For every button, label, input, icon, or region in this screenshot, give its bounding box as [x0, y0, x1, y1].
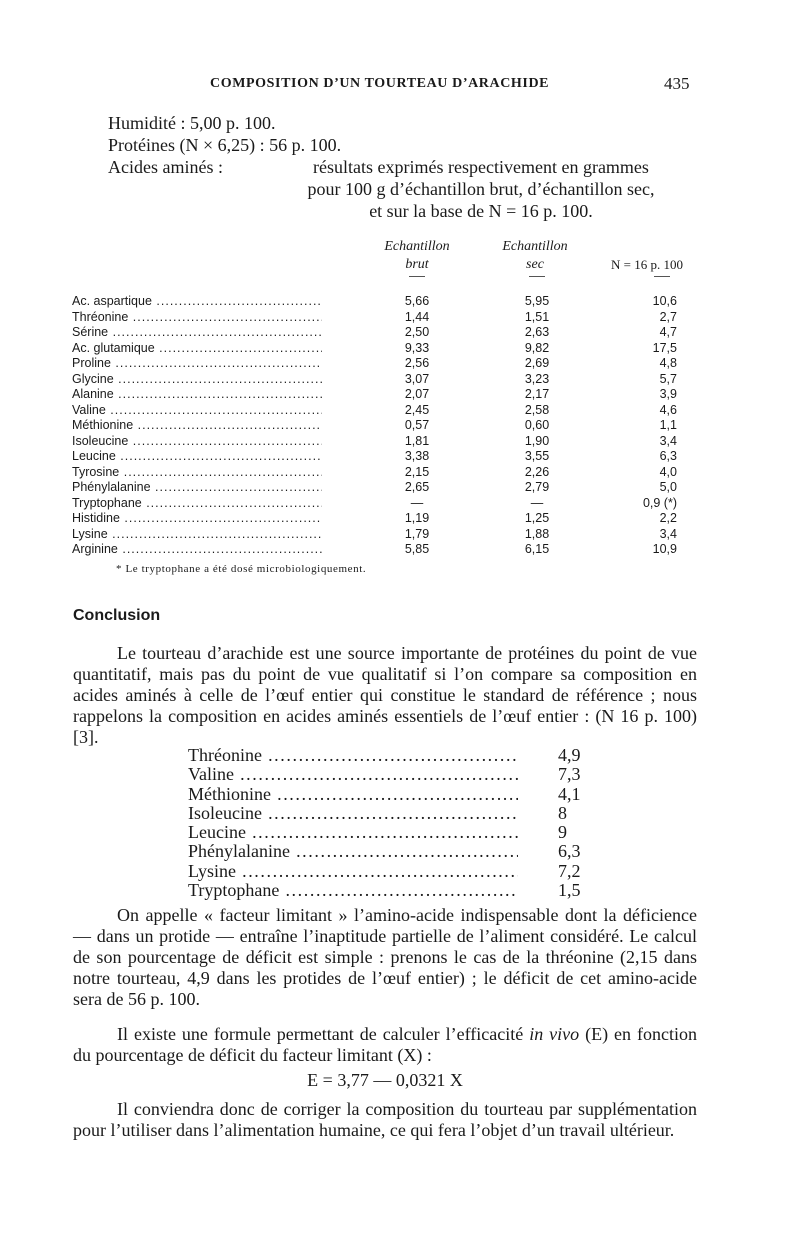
essential-amino-acid-name: Valine ..... [188, 765, 518, 784]
value-dry: 2,79 [524, 480, 550, 494]
header-sample-dry-line-1: Echantillon [502, 239, 568, 254]
value-raw: 5,85 [404, 542, 430, 556]
list-item [188, 823, 588, 842]
value-n16: 4,6 [659, 402, 677, 417]
list-item [188, 765, 588, 784]
header-sample-raw-line-1: Echantillon [384, 239, 450, 254]
header-sample-raw-line-2: brut [405, 257, 429, 272]
table-row [72, 341, 702, 357]
value-raw: 5,66 [404, 294, 430, 308]
essential-amino-acid-name: Lysine ..... [188, 862, 518, 881]
amino-acid-name: Leucine ..... [72, 449, 322, 465]
amino-acid-name: Valine ..... [72, 403, 322, 419]
conclusion-paragraph-1: Le tourteau d’arachide est une source importante de protéines du point de vue quantitatif, mais pas du point de vue qualitatif si l’on compare sa composition en acides aminés à celle de l’œuf entier qui constitue le standard de référence ; nous rappelons la composition en acides aminés essentiels de l’œuf entier : (N 16 p. 100) [3]. [73, 643, 697, 747]
table-row [72, 496, 702, 512]
value-dry: 1,90 [524, 433, 550, 448]
value-n16: 5,7 [659, 371, 677, 386]
table-row [72, 356, 702, 372]
value-raw: 2,50 [404, 325, 430, 339]
value-raw: 2,65 [404, 480, 430, 494]
value-dry: 1,88 [524, 526, 550, 541]
amino-acid-name: Phénylalanine ..... [72, 480, 322, 496]
essential-amino-acid-value: 4,1 [558, 783, 581, 804]
essential-amino-acid-name: Méthionine ..... [188, 785, 518, 804]
amino-acid-name: Ac. aspartique ..... [72, 294, 322, 310]
table-row [72, 403, 702, 419]
essential-amino-acid-value: 8 [558, 802, 567, 823]
conclusion-paragraph-4: Il conviendra donc de corriger la composition du tourteau par supplémentation pour l’utiliser dans l’alimentation humaine, ce qui fera l’objet d’un travail ultérieur. [73, 1099, 697, 1140]
value-n16: 10,6 [652, 294, 677, 308]
value-n16: 0,9 (*) [642, 495, 677, 510]
value-raw: 0,57 [404, 418, 430, 432]
table-row [72, 387, 702, 403]
list-item [188, 842, 588, 861]
table-footnote: * Le tryptophane a été dosé microbiologiquement. [116, 563, 367, 575]
value-n16: 3,9 [659, 387, 677, 401]
amino-acids-description-line-3: et sur la base de N = 16 p. 100. [369, 201, 593, 221]
section-title: Conclusion [73, 607, 161, 624]
essential-amino-acid-value: 1,5 [558, 880, 581, 901]
list-item [188, 785, 588, 804]
value-n16: 1,1 [659, 418, 677, 432]
table-row [72, 434, 702, 450]
amino-acids-description-line-1: résultats exprimés respectivement en grammes [313, 157, 649, 177]
value-raw: — [410, 495, 424, 510]
value-dry: 2,58 [524, 402, 550, 417]
list-item [188, 862, 588, 881]
value-dry: 2,26 [524, 464, 550, 479]
paragraph-3-part-b: (E) en fonction du pourcentage de déficit du facteur limitant (X) : [73, 1024, 697, 1065]
header-sample-dry [480, 238, 590, 274]
header-rule [529, 276, 545, 277]
value-raw: 2,45 [404, 402, 430, 417]
amino-acids-label: Acides aminés : [108, 157, 223, 177]
amino-acids-intro [108, 156, 698, 222]
value-n16: 4,0 [659, 464, 677, 479]
value-n16: 5,0 [659, 480, 677, 494]
paragraph-3-part-a: Il existe une formule permettant de calculer l’efficacité [117, 1024, 530, 1044]
amino-acid-name: Sérine ..... [72, 325, 322, 341]
header-sample-raw [362, 238, 472, 274]
value-n16: 3,4 [659, 526, 677, 541]
amino-acid-name: Glycine ..... [72, 372, 322, 388]
amino-acid-name: Ac. glutamique ..... [72, 341, 322, 357]
amino-acid-name: Alanine ..... [72, 387, 322, 403]
value-n16: 17,5 [652, 340, 677, 355]
paragraph-3-italic: in vivo [529, 1024, 580, 1044]
value-n16: 10,9 [652, 542, 677, 556]
value-n16: 2,2 [659, 511, 677, 525]
value-raw: 1,19 [404, 511, 430, 525]
value-dry: 9,82 [524, 340, 550, 355]
page-number: 435 [664, 74, 690, 93]
value-n16: 2,7 [659, 309, 677, 324]
header-rule [654, 276, 670, 277]
value-n16: 4,7 [659, 325, 677, 339]
value-dry: 2,69 [524, 356, 550, 370]
amino-acid-table [72, 238, 702, 558]
amino-acid-name: Histidine ..... [72, 511, 322, 527]
essential-amino-acid-name: Phénylalanine ..... [188, 842, 518, 861]
essential-amino-acid-name: Thréonine ..... [188, 746, 518, 765]
essential-amino-acid-value: 9 [558, 822, 567, 843]
value-n16: 6,3 [659, 449, 677, 463]
table-row [72, 294, 702, 310]
value-dry: 1,51 [524, 309, 550, 324]
intro-block [108, 112, 698, 222]
essential-amino-acid-value: 6,3 [558, 841, 581, 862]
list-item [188, 881, 588, 900]
essential-amino-acids-list [188, 746, 588, 900]
essential-amino-acid-value: 4,9 [558, 745, 581, 765]
value-raw: 1,44 [404, 309, 430, 324]
table-row [72, 527, 702, 543]
value-dry: 1,25 [524, 511, 550, 525]
value-dry: 5,95 [524, 294, 550, 308]
table-row [72, 465, 702, 481]
value-raw: 3,38 [404, 449, 430, 463]
header-rule [409, 276, 425, 277]
essential-amino-acid-value: 7,3 [558, 764, 581, 785]
value-n16: 4,8 [659, 356, 677, 370]
amino-acid-name: Lysine ..... [72, 527, 322, 543]
conclusion-paragraph-2: On appelle « facteur limitant » l’amino-acide indispensable dont la déficience — dans un protide — entraîne l’inaptitude partielle de l’aliment considéré. Le calcul de son pourcentage de déficit est simple : prenons le cas de la thréonine (2,15 dans notre tourteau, 4,9 dans les protides de l’œuf entier) ; le déficit de cet amino-acide sera de 56 p. 100. [73, 905, 697, 1009]
value-raw: 2,56 [404, 356, 430, 370]
amino-acid-name: Arginine ..... [72, 542, 322, 558]
value-dry: 3,55 [524, 449, 550, 463]
list-item [188, 746, 588, 765]
efficiency-formula: E = 3,77 — 0,0321 X [307, 1070, 463, 1090]
value-raw: 1,79 [404, 526, 430, 541]
value-dry: 2,17 [524, 387, 550, 401]
value-raw: 9,33 [404, 340, 430, 355]
value-raw: 2,07 [404, 387, 430, 401]
value-raw: 3,07 [404, 371, 430, 386]
header-n16: N = 16 p. 100 [611, 257, 683, 272]
amino-acid-name: Proline ..... [72, 356, 322, 372]
list-item [188, 804, 588, 823]
amino-acids-description-line-2: pour 100 g d’échantillon brut, d’échantillon sec, [307, 179, 655, 199]
essential-amino-acid-name: Tryptophane ..... [188, 881, 518, 900]
conclusion-paragraph-3 [73, 1024, 697, 1066]
table-row [72, 310, 702, 326]
value-raw: 1,81 [404, 433, 430, 448]
value-dry: 2,63 [524, 325, 550, 339]
table-row [72, 542, 702, 558]
amino-acid-name: Tryptophane ..... [72, 496, 322, 512]
table-row [72, 418, 702, 434]
table-row [72, 511, 702, 527]
amino-acid-name: Thréonine ..... [72, 310, 322, 326]
amino-acid-name: Tyrosine ..... [72, 465, 322, 481]
amino-acid-name: Isoleucine ..... [72, 434, 322, 450]
table-header [72, 238, 702, 294]
humidity-line: Humidité : 5,00 p. 100. [108, 113, 276, 133]
amino-acids-description [264, 156, 698, 222]
value-raw: 2,15 [404, 464, 430, 479]
value-dry: 6,15 [524, 542, 550, 556]
essential-amino-acid-value: 7,2 [558, 860, 581, 881]
running-title: COMPOSITION D’UN TOURTEAU D’ARACHIDE [210, 76, 550, 91]
table-row [72, 480, 702, 496]
protein-line: Protéines (N × 6,25) : 56 p. 100. [108, 135, 342, 155]
value-dry: — [530, 495, 544, 510]
value-dry: 0,60 [524, 418, 550, 432]
table-row [72, 449, 702, 465]
essential-amino-acid-name: Isoleucine ..... [188, 804, 518, 823]
table-row [72, 372, 702, 388]
table-row [72, 325, 702, 341]
essential-amino-acid-name: Leucine ..... [188, 823, 518, 842]
value-n16: 3,4 [659, 433, 677, 448]
value-dry: 3,23 [524, 371, 550, 386]
amino-acid-name: Méthionine ..... [72, 418, 322, 434]
header-sample-dry-line-2: sec [526, 257, 544, 272]
table-body [72, 294, 702, 558]
